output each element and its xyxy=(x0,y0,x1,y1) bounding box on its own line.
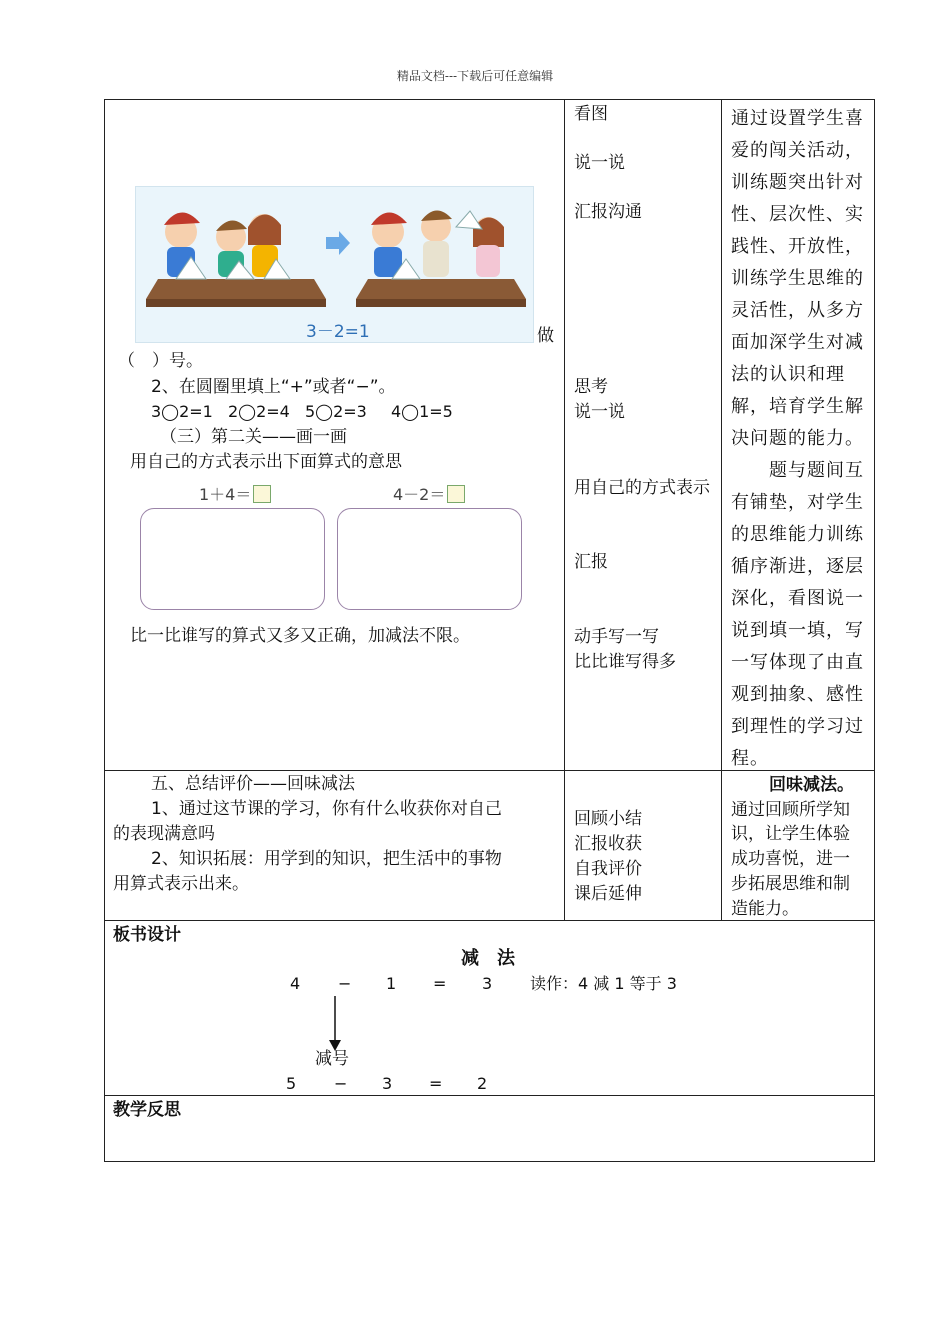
summary-title: 五、总结评价——回味减法 xyxy=(151,774,355,794)
rationale-line: 有铺垫，对学生 xyxy=(731,492,864,513)
subtraction-illustration xyxy=(135,186,534,343)
rationale-line: 观到抽象、感性 xyxy=(731,684,864,705)
table-bottom-border xyxy=(104,1161,875,1162)
mid-shuoyishuo-2: 说一说 xyxy=(574,402,625,422)
mid-review-4: 课后延伸 xyxy=(574,884,642,904)
rationale-line: 践性、开放性， xyxy=(731,236,864,257)
q2-item-2: 2◯2=4 xyxy=(228,402,290,421)
table-top-border xyxy=(104,99,875,100)
eq1-op: − xyxy=(338,974,352,993)
illustration-equation: 3－2=1 xyxy=(306,322,370,342)
rationale-line: 爱的闯关活动， xyxy=(731,140,864,161)
eq2-result: 2 xyxy=(477,1074,488,1093)
column-divider-2 xyxy=(721,99,722,920)
right-summary-title: 回味减法。 xyxy=(769,775,854,795)
mid-review-2: 汇报收获 xyxy=(574,834,642,854)
mid-yong-fangshi: 用自己的方式表示 xyxy=(574,478,710,498)
rationale-line: 法的认识和理 xyxy=(731,364,845,385)
rationale-line: 解，培育学生解 xyxy=(731,396,864,417)
eq1-a: 4 xyxy=(290,974,301,993)
down-arrow-icon xyxy=(325,996,345,1052)
table-right-border xyxy=(874,99,875,1161)
q2-item-4: 4◯1=5 xyxy=(391,402,453,421)
rationale-line: 一写体现了由直 xyxy=(731,652,864,673)
column-divider-1 xyxy=(564,99,565,920)
section-3-title: （三）第二关——画一画 xyxy=(160,427,347,447)
rationale-line: 题与题间互 xyxy=(731,460,864,481)
rationale-line: 训练学生思维的 xyxy=(731,268,864,289)
draw-equation-1 xyxy=(199,482,271,505)
summary-line: 通过回顾所学知 xyxy=(731,799,850,820)
q2-item-1: 3◯2=1 xyxy=(151,402,213,421)
rationale-line: 循序渐进，逐层 xyxy=(731,556,864,577)
rationale-line: 灵活性，从多方 xyxy=(731,300,864,321)
eq1-read: 读作：4 减 1 等于 3 xyxy=(530,974,677,993)
eq2-eq: = xyxy=(429,1074,443,1093)
mid-shuoyishuo: 说一说 xyxy=(574,153,625,173)
draw-panel-1[interactable] xyxy=(140,508,325,610)
rationale-line: 面加深学生对减 xyxy=(731,332,864,353)
draw-equation-2 xyxy=(393,482,465,505)
rationale-line: 决问题的能力。 xyxy=(731,428,864,449)
eq1-b: 1 xyxy=(386,974,397,993)
summary-item-1a: 1、通过这节课的学习，你有什么收获你对自己 xyxy=(151,799,502,819)
answer-box-icon xyxy=(447,485,465,503)
summary-line: 成功喜悦，进一 xyxy=(731,849,850,870)
eq1-eq: = xyxy=(433,974,447,993)
draw-panel-2[interactable] xyxy=(337,508,522,610)
draw-boxes-area xyxy=(135,478,527,614)
draw-equation-1-text: 1＋4＝ xyxy=(199,485,252,504)
mid-review-1: 回顾小结 xyxy=(574,809,642,829)
compare-text: 比一比谁写的算式又多又正确，加减法不限。 xyxy=(130,626,470,646)
eq2-op: − xyxy=(334,1074,348,1093)
rationale-line: 的思维能力训练 xyxy=(731,524,864,545)
rationale-line: 通过设置学生喜 xyxy=(731,108,864,129)
document-header: 精品文档---下载后可任意编辑 xyxy=(396,69,554,83)
board-title: 减 法 xyxy=(461,948,515,969)
mid-huibao-goutong: 汇报沟通 xyxy=(574,202,642,222)
minus-sign-label: 减号 xyxy=(315,1049,349,1069)
summary-line: 造能力。 xyxy=(731,898,799,919)
question-2: 2、在圆圈里填上“+”或者“−”。 xyxy=(151,377,396,397)
zuo-text: 做 xyxy=(537,326,554,346)
rationale-line: 说到填一填，写 xyxy=(731,620,864,641)
mid-review-3: 自我评价 xyxy=(574,859,642,879)
table-left-border xyxy=(104,99,105,1161)
board-label: 板书设计 xyxy=(113,925,181,945)
summary-item-1b: 的表现满意吗 xyxy=(113,824,215,844)
rationale-line: 到理性的学习过 xyxy=(731,716,864,737)
rationale-line: 深化，看图说一 xyxy=(731,588,864,609)
answer-box-icon xyxy=(253,485,271,503)
summary-line: 识，让学生体验 xyxy=(731,824,850,845)
hao-text: （ ）号。 xyxy=(118,351,203,371)
summary-line: 步拓展思维和制 xyxy=(731,873,850,894)
summary-item-2a: 2、知识拓展：用学到的知识，把生活中的事物 xyxy=(151,849,502,869)
rationale-line: 性、层次性、实 xyxy=(731,204,864,225)
reflection-label: 教学反思 xyxy=(113,1100,181,1120)
q2-item-3: 5◯2=3 xyxy=(305,402,367,421)
right-summary xyxy=(731,773,869,921)
summary-item-2b: 用算式表示出来。 xyxy=(113,874,249,894)
mid-bibi: 比比谁写得多 xyxy=(574,652,676,672)
draw-equation-2-text: 4－2＝ xyxy=(393,485,446,504)
mid-dongshou: 动手写一写 xyxy=(574,627,659,647)
rationale-line: 程。 xyxy=(731,748,769,769)
right-rationale xyxy=(731,103,867,775)
mid-kantu: 看图 xyxy=(574,104,608,124)
eq2-a: 5 xyxy=(286,1074,297,1093)
eq1-result: 3 xyxy=(482,974,493,993)
rationale-line: 训练题突出针对 xyxy=(731,172,864,193)
board-bottom-border xyxy=(104,1095,875,1096)
mid-huibao: 汇报 xyxy=(574,552,608,572)
mid-sikao: 思考 xyxy=(574,377,608,397)
draw-prompt: 用自己的方式表示出下面算式的意思 xyxy=(130,452,402,472)
eq2-b: 3 xyxy=(382,1074,393,1093)
